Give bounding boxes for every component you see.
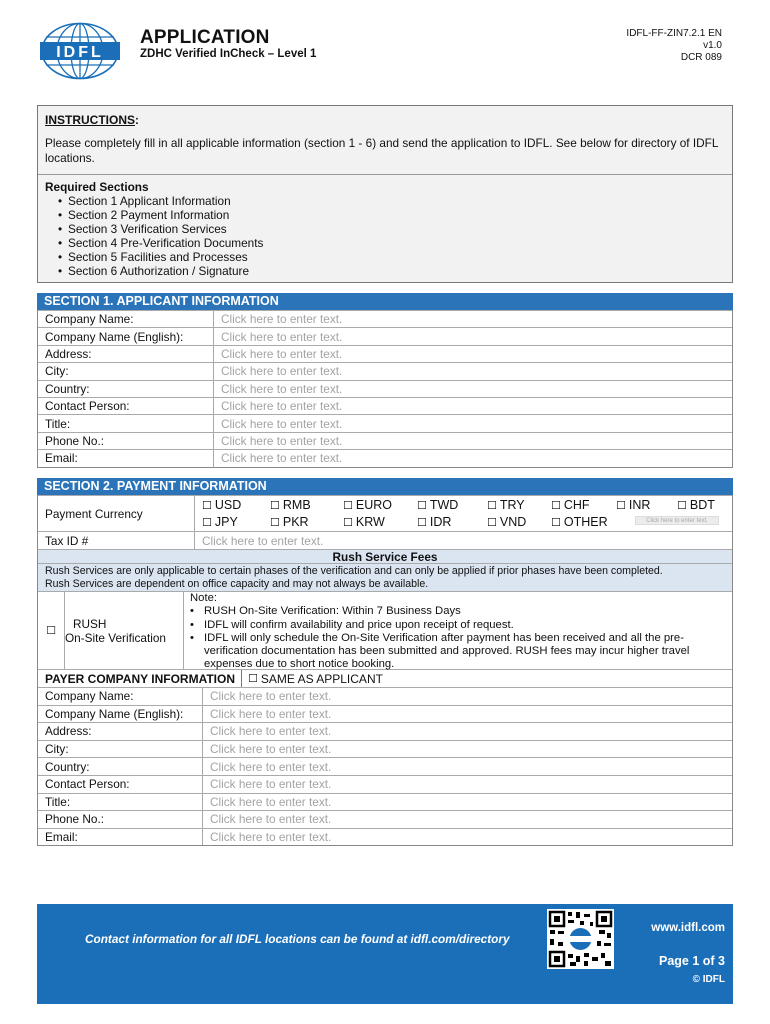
currency-twd-option[interactable]: ☐ TWD: [417, 498, 459, 512]
field-label: Country:: [38, 381, 214, 397]
same-as-applicant-checkbox[interactable]: [242, 670, 383, 687]
rush-desc-line: Rush Services are only applicable to certain phases of the verification and can only be applied if prior phases have been completed.: [45, 565, 663, 577]
list-item: • IDFL will only schedule the On-Site Verification after payment has been received and all the pre-verification documentation has been submitted and approved. RUSH fees may incur higher travel expenses due to short notice booking.: [190, 632, 732, 672]
field-label: Company Name (English):: [38, 328, 214, 344]
payer-company-name-input[interactable]: Click here to enter text.: [210, 689, 332, 704]
instructions-colon: :: [135, 115, 139, 127]
table-row: [38, 757, 732, 775]
checkbox-icon: ☐: [343, 499, 353, 512]
currency-bdt-option[interactable]: ☐ BDT: [677, 498, 715, 512]
tax-id-label: Tax ID #: [38, 532, 195, 549]
table-row: [38, 449, 732, 466]
rush-onsite-label: [65, 592, 184, 669]
table-row: [38, 432, 732, 449]
currency-jpy-option[interactable]: ☐ JPY: [202, 515, 238, 529]
list-item: • Section 4 Pre-Verification Documents: [58, 236, 725, 250]
other-currency-input[interactable]: Click here to enter text.: [635, 516, 719, 525]
idfl-logo: [40, 22, 120, 80]
checkbox-icon: ☐: [343, 516, 353, 529]
rush-desc-line: Rush Services are dependent on office capacity and may not always be available.: [45, 577, 429, 590]
footer-contact-text: Contact information for all IDFL locations can be found at idfl.com/directory: [85, 932, 510, 946]
list-item: • IDFL will confirm availability and price upon receipt of request.: [190, 619, 732, 632]
instructions-box: [37, 105, 733, 283]
city-input[interactable]: Click here to enter text.: [221, 364, 343, 379]
section2-table: [37, 495, 733, 846]
country-input[interactable]: Click here to enter text.: [221, 381, 343, 396]
checkbox-icon: ☐: [551, 499, 561, 512]
document-code-block: [626, 28, 722, 64]
field-label: Address:: [38, 346, 214, 362]
field-label: Title:: [38, 415, 214, 431]
checkbox-icon: ☐: [202, 499, 212, 512]
doc-dcr: DCR 089: [680, 52, 722, 63]
currency-try-option[interactable]: ☐ TRY: [487, 498, 525, 512]
table-row: [38, 793, 732, 811]
payer-title-input[interactable]: Click here to enter text.: [210, 794, 332, 809]
table-row: [38, 345, 732, 362]
currency-inr-option[interactable]: ☐ INR: [616, 498, 651, 512]
rush-notes: [184, 592, 732, 669]
payment-currency-label: Payment Currency: [38, 496, 195, 531]
checkbox-icon: ☐: [487, 499, 497, 512]
table-row: [38, 705, 732, 723]
same-as-applicant-label: SAME AS APPLICANT: [260, 671, 383, 686]
field-label: Title:: [38, 794, 203, 811]
table-row: [38, 775, 732, 793]
doc-code: IDFL-FF-ZIN7.2.1 EN: [626, 28, 722, 39]
checkbox-icon: ☐: [270, 499, 280, 512]
section2-header: SECTION 2. PAYMENT INFORMATION: [37, 478, 733, 495]
payer-company-name-english-input[interactable]: Click here to enter text.: [210, 706, 332, 721]
address-input[interactable]: Click here to enter text.: [221, 346, 343, 361]
field-label: Contact Person:: [38, 776, 203, 793]
required-sections-heading: Required Sections: [45, 180, 149, 194]
field-label: Contact Person:: [38, 398, 214, 414]
footer-banner: [37, 904, 733, 1004]
currency-idr-option[interactable]: ☐ IDR: [417, 515, 452, 529]
checkbox-icon: ☐: [248, 672, 258, 685]
currency-vnd-option[interactable]: ☐ VND: [487, 515, 527, 529]
checkbox-icon: ☐: [677, 499, 687, 512]
company-name-english-input[interactable]: Click here to enter text.: [221, 329, 343, 344]
footer-website-link[interactable]: www.idfl.com: [651, 922, 725, 934]
currency-options: [195, 496, 732, 531]
section1-header: SECTION 1. APPLICANT INFORMATION: [37, 293, 733, 310]
currency-chf-option[interactable]: ☐ CHF: [551, 498, 590, 512]
table-row: [38, 687, 732, 705]
payer-country-input[interactable]: Click here to enter text.: [210, 759, 332, 774]
table-row: [38, 380, 732, 397]
field-label: Email:: [38, 829, 203, 846]
field-label: Country:: [38, 758, 203, 775]
field-label: Phone No.:: [38, 811, 203, 828]
phone-input[interactable]: Click here to enter text.: [221, 433, 343, 448]
field-label: Company Name (English):: [38, 706, 203, 723]
list-item: • Section 5 Facilities and Processes: [58, 250, 725, 264]
logo-text: IDFL: [56, 44, 104, 61]
checkbox-icon: ☐: [202, 516, 212, 529]
list-item: • Section 6 Authorization / Signature: [58, 264, 725, 278]
table-row: [38, 310, 732, 327]
checkbox-icon: ☐: [616, 499, 626, 512]
currency-other-option[interactable]: ☐ OTHER: [551, 515, 608, 529]
instructions-text: Please completely fill in all applicable information (section 1 - 6) and send the application to IDFL. See below for directory of IDFL locations.: [45, 136, 718, 165]
table-row: [38, 740, 732, 758]
contact-person-input[interactable]: Click here to enter text.: [221, 399, 343, 414]
field-label: Company Name:: [38, 311, 214, 327]
section1-table: [37, 310, 733, 468]
payer-address-input[interactable]: Click here to enter text.: [210, 724, 332, 739]
tax-id-input[interactable]: Click here to enter text.: [202, 533, 324, 548]
rush-onsite-row: [38, 591, 732, 669]
email-input[interactable]: Click here to enter text.: [221, 451, 343, 466]
currency-pkr-option[interactable]: ☐ PKR: [270, 515, 309, 529]
table-row: [38, 362, 732, 379]
field-label: Email:: [38, 450, 214, 466]
checkbox-icon: ☐: [551, 516, 561, 529]
qr-code-icon[interactable]: [547, 909, 614, 969]
payer-company-title: PAYER COMPANY INFORMATION: [38, 670, 242, 687]
rush-label-line: On-Site Verification: [65, 630, 166, 645]
copyright: © IDFL: [692, 974, 725, 985]
currency-rmb-option[interactable]: ☐ RMB: [270, 498, 311, 512]
page-number: Page 1 of 3: [659, 954, 725, 968]
field-label: Phone No.:: [38, 433, 214, 449]
company-name-input[interactable]: Click here to enter text.: [221, 312, 343, 327]
list-item: • Section 1 Applicant Information: [58, 194, 725, 208]
list-item: • Section 3 Verification Services: [58, 222, 725, 236]
payer-city-input[interactable]: Click here to enter text.: [210, 742, 332, 757]
required-sections-list: [58, 194, 725, 278]
checkbox-icon: ☐: [417, 499, 427, 512]
checkbox-icon: ☐: [417, 516, 427, 529]
instructions-heading: INSTRUCTIONS: [45, 113, 135, 127]
table-row: [38, 722, 732, 740]
checkbox-icon: ☐: [270, 516, 280, 529]
currency-usd-option[interactable]: ☐ USD: [202, 498, 242, 512]
field-label: Address:: [38, 723, 203, 740]
payer-email-input[interactable]: Click here to enter text.: [210, 830, 332, 845]
field-label: Company Name:: [38, 688, 203, 705]
payer-phone-input[interactable]: Click here to enter text.: [210, 812, 332, 827]
list-item: • Section 2 Payment Information: [58, 208, 725, 222]
field-label: City:: [38, 741, 203, 758]
list-item: • RUSH On-Site Verification: Within 7 Business Days: [190, 605, 732, 618]
table-row: [38, 828, 732, 846]
rush-label-line: RUSH: [73, 616, 107, 631]
rush-fees-heading: Rush Service Fees: [38, 549, 732, 563]
page-title: APPLICATION: [140, 27, 270, 48]
table-row: [38, 327, 732, 344]
table-row: [38, 810, 732, 828]
payment-currency-row: [38, 495, 732, 531]
rush-note-title: Note:: [190, 592, 218, 604]
page-subtitle: ZDHC Verified InCheck – Level 1: [140, 48, 317, 60]
table-row: [38, 414, 732, 431]
payer-contact-person-input[interactable]: Click here to enter text.: [210, 777, 332, 792]
title-input[interactable]: Click here to enter text.: [221, 416, 343, 431]
currency-euro-option[interactable]: ☐ EURO: [343, 498, 392, 512]
tax-id-row: [38, 531, 732, 549]
rush-fees-description: [38, 563, 732, 591]
table-row: [38, 397, 732, 414]
field-label: City:: [38, 363, 214, 379]
rush-onsite-checkbox[interactable]: ☐: [38, 592, 65, 669]
checkbox-icon: ☐: [487, 516, 497, 529]
doc-version: v1.0: [703, 40, 722, 51]
currency-krw-option[interactable]: ☐ KRW: [343, 515, 385, 529]
